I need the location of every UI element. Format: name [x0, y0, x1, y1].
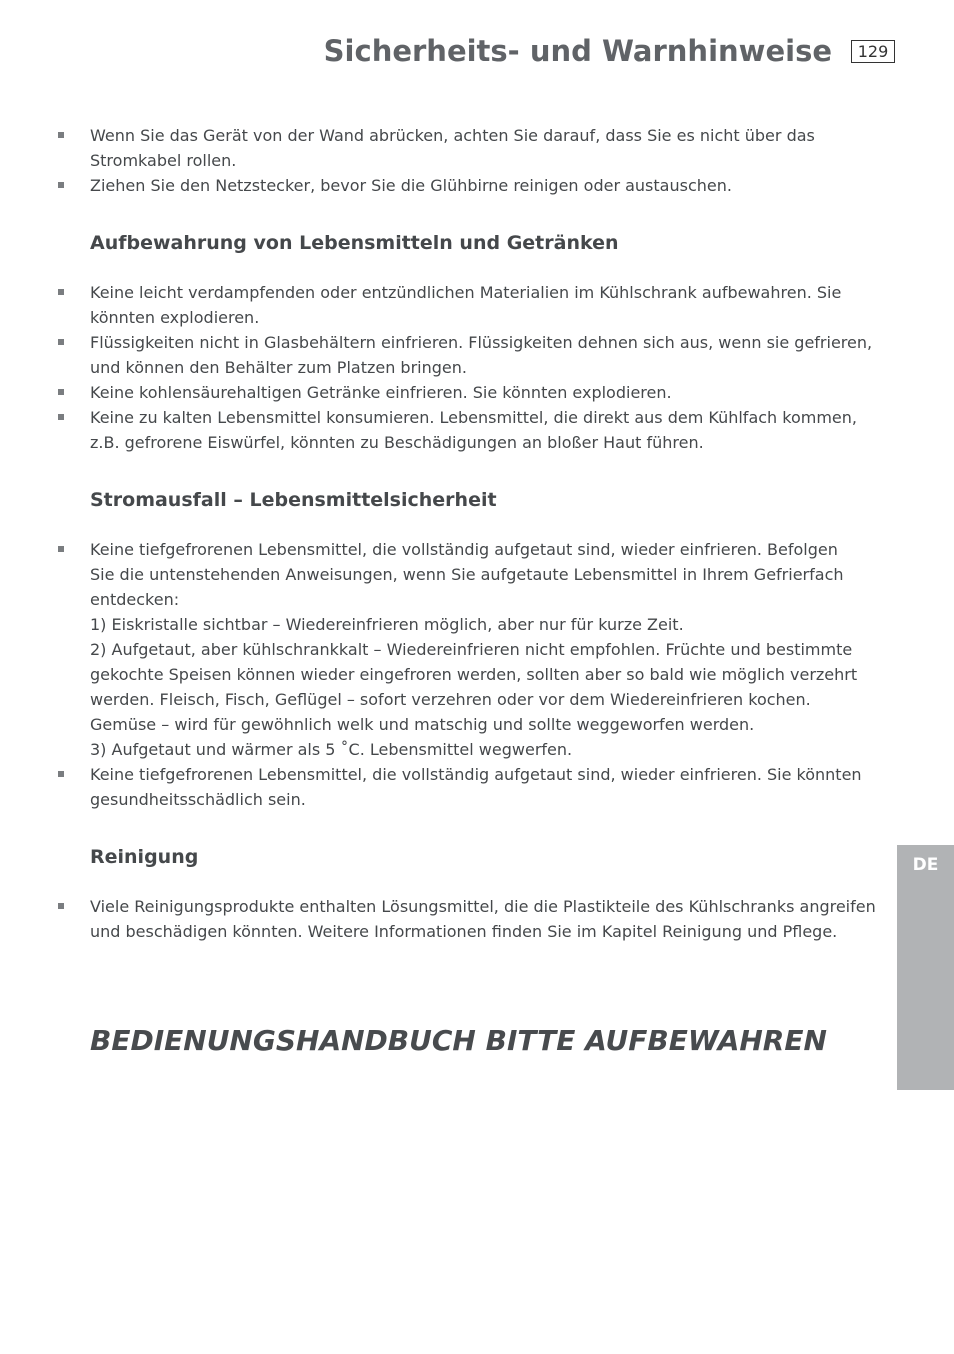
list-item: [58, 762, 888, 812]
list-item: [58, 405, 888, 455]
list-item-text: Keine leicht verdampfenden oder entzündlichen Materialien im Kühlschrank aufbewahren. Sie könnten explodieren.: [90, 283, 842, 327]
section-heading-storage: Aufbewahrung von Lebensmitteln und Getränken: [90, 232, 619, 254]
list-item: [58, 330, 888, 380]
list-item-text: Keine tiefgefrorenen Lebensmittel, die vollständig aufgetaut sind, wieder einfrieren. Sie könnten gesundheitsschädlich sein.: [90, 765, 862, 809]
bullet-square-icon: [58, 546, 64, 552]
storage-bullet-list: [58, 280, 888, 455]
language-tab-label: DE: [912, 855, 939, 875]
language-tab: [897, 845, 954, 1090]
bullet-square-icon: [58, 903, 64, 909]
list-item: [58, 280, 888, 330]
closing-title: BEDIENUNGSHANDBUCH BITTE AUFBEWAHREN: [90, 1024, 827, 1057]
list-item-text: Viele Reinigungsprodukte enthalten Lösungsmittel, die die Plastikteile des Kühlschranks angreifen und beschädigen könnten. Weitere Informationen finden Sie im Kapitel Reinigung und Pflege.: [90, 897, 876, 941]
intro-bullet-list: [58, 123, 888, 198]
bullet-square-icon: [58, 389, 64, 395]
list-item-text: Flüssigkeiten nicht in Glasbehältern einfrieren. Flüssigkeiten dehnen sich aus, wenn sie gefrieren, und können den Behälter zum Platzen bringen.: [90, 333, 873, 377]
bullet-square-icon: [58, 771, 64, 777]
list-item: [58, 380, 888, 405]
cleaning-bullet-list: [58, 894, 888, 944]
list-item-text: Keine tiefgefrorenen Lebensmittel, die vollständig aufgetaut sind, wieder einfrieren. Befolgen Sie die untenstehenden Anweisungen, wenn Sie aufgetaute Lebensmittel in Ihrem Gefrierfach entdecken: 1) Eiskristalle sichtbar – Wiedereinfrieren möglich, aber nur für kurze Zeit. 2) Aufgetaut, aber kühlschrankkalt – Wiedereinfrieren nicht empfohlen. Früchte und bestimmte gekochte Speisen können wieder eingefroren werden, sollten aber so bald wie möglich verzehrt werden. Fleisch, Fisch, Geflügel – sofort verzehren oder vor dem Wiedereinfrieren kochen. Gemüse – wird für gewöhnlich welk und matschig und sollte weggeworfen werden. 3) Aufgetaut und wärmer als 5 ˚C. Lebensmittel wegwerfen.: [90, 540, 858, 759]
bullet-square-icon: [58, 132, 64, 138]
section-heading-cleaning: Reinigung: [90, 846, 199, 868]
list-item: [58, 173, 888, 198]
list-item-text: Keine kohlensäurehaltigen Getränke einfrieren. Sie könnten explodieren.: [90, 383, 672, 402]
list-item: [58, 123, 888, 173]
bullet-square-icon: [58, 289, 64, 295]
power-failure-bullet-list: [58, 537, 888, 812]
section-heading-power-failure: Stromausfall – Lebensmittelsicherheit: [90, 489, 497, 511]
bullet-square-icon: [58, 182, 64, 188]
list-item-text: Ziehen Sie den Netzstecker, bevor Sie die Glühbirne reinigen oder austauschen.: [90, 176, 732, 195]
list-item: [58, 894, 888, 944]
bullet-square-icon: [58, 339, 64, 345]
page-title: Sicherheits- und Warnhinweise: [323, 34, 832, 68]
list-item: [58, 537, 888, 762]
bullet-square-icon: [58, 414, 64, 420]
page-number: 129: [851, 40, 895, 63]
list-item-text: Keine zu kalten Lebensmittel konsumieren. Lebensmittel, die direkt aus dem Kühlfach kommen, z.B. gefrorene Eiswürfel, könnten zu Beschädigungen an bloßer Haut führen.: [90, 408, 857, 452]
list-item-text: Wenn Sie das Gerät von der Wand abrücken, achten Sie darauf, dass Sie es nicht über das Stromkabel rollen.: [90, 126, 815, 170]
